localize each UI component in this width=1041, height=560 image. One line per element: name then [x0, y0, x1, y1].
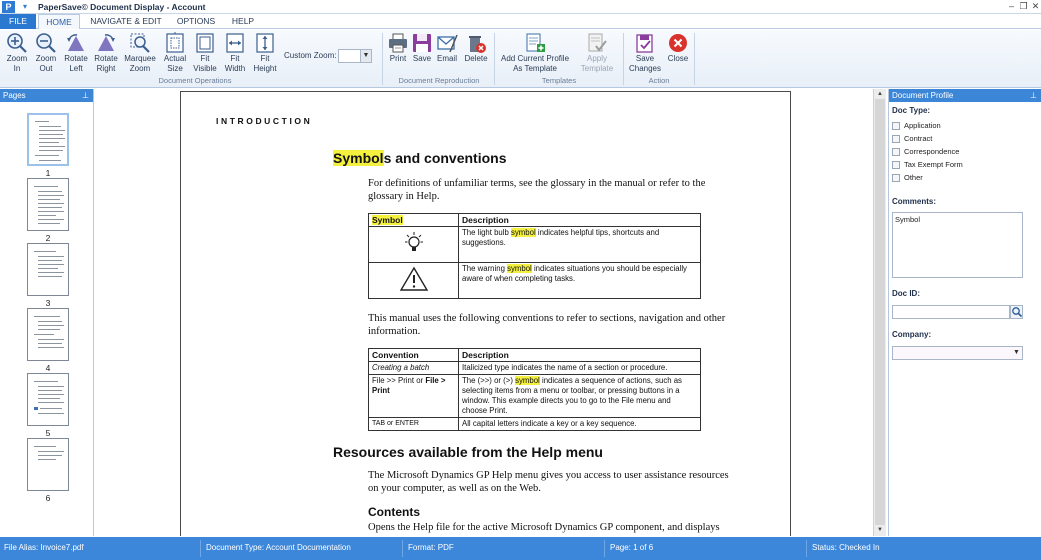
zoom-out-button[interactable]: [33, 31, 59, 77]
light-bulb-icon: [401, 249, 427, 258]
actual-size-icon: [164, 32, 186, 54]
email-icon: [436, 32, 458, 54]
page-number-3: 3: [45, 298, 51, 308]
rotate-left-label-2: Left: [69, 64, 83, 73]
page-number-6: 6: [45, 493, 51, 503]
table-row: [369, 418, 701, 431]
fit-visible-label-1: Fit: [200, 54, 210, 63]
save-changes-button[interactable]: [627, 31, 663, 77]
fit-visible-icon: [194, 32, 216, 54]
tab-help[interactable]: HELP: [231, 16, 255, 26]
page-thumbnail-1[interactable]: [27, 113, 69, 166]
table-row: [369, 263, 701, 299]
doc-heading-resources: Resources available from the Help menu: [333, 444, 603, 460]
window-title: PaperSave© Document Display - Account: [38, 2, 206, 12]
doc-section-label: INTRODUCTION: [216, 116, 313, 126]
pin-icon[interactable]: ⊥: [1030, 91, 1037, 100]
doc-type-correspondence[interactable]: [892, 147, 959, 157]
close-circle-icon: [667, 32, 689, 54]
doc-paragraph: This manual uses the following conventions to refer to sections, navigation and other information.: [368, 313, 726, 337]
doc-paragraph: The Microsoft Dynamics GP Help menu gives you access to user assistance resources on your computer, as well as on the Web.: [368, 470, 729, 494]
table-cell: All capital letters indicate a key or a key sequence.: [459, 418, 701, 431]
table-row: [369, 362, 701, 375]
status-file-alias: File Alias: Invoice7.pdf: [4, 543, 84, 552]
checkbox[interactable]: [892, 122, 900, 130]
warning-triangle-icon: [399, 285, 429, 294]
doc-paragraph: Opens the Help file for the active Microsoft Dynamics GP component, and displays: [368, 522, 720, 533]
document-scrollbar[interactable]: [873, 89, 886, 536]
cell-text: File >> Print: [372, 376, 415, 385]
doc-heading-symbols: [333, 150, 507, 166]
status-bar: [0, 537, 1041, 560]
status-separator: [402, 540, 403, 557]
status-document-type: Document Type: Account Documentation: [206, 543, 351, 552]
page-number-1: 1: [45, 168, 51, 178]
custom-zoom-label: Custom Zoom:: [284, 51, 337, 60]
company-select[interactable]: [892, 346, 1023, 360]
rotate-left-button[interactable]: [62, 31, 90, 77]
quick-access-dropdown-icon[interactable]: ▾: [22, 2, 27, 11]
page-thumbnail-4[interactable]: [27, 308, 69, 361]
fit-height-label-2: Height: [253, 64, 277, 73]
search-highlight: symbol: [515, 376, 540, 385]
comments-label: Comments:: [892, 197, 937, 206]
status-separator: [806, 540, 807, 557]
doc-heading-contents: Contents: [368, 505, 420, 519]
table-cell: [369, 227, 459, 263]
status-page: Page: 1 of 6: [610, 543, 654, 552]
cell-text: The light bulb: [462, 228, 511, 237]
page-number-4: 4: [45, 363, 51, 373]
convention-table: [368, 348, 701, 431]
search-highlight: Symbol: [372, 215, 403, 225]
checkbox-label: Tax Exempt Form: [904, 160, 963, 169]
group-separator: [623, 33, 624, 85]
chevron-down-icon[interactable]: ▼: [1013, 349, 1020, 356]
search-highlight: symbol: [507, 264, 532, 273]
fit-width-label-2: Width: [224, 64, 246, 73]
ribbon-home: [0, 30, 1041, 88]
zoom-in-icon: [6, 32, 28, 54]
save-changes-icon: [634, 32, 656, 54]
search-icon[interactable]: [1010, 305, 1023, 319]
search-highlight: symbol: [510, 228, 536, 237]
floppy-disk-icon: [411, 32, 433, 54]
status-separator: [200, 540, 201, 557]
page-number-5: 5: [45, 428, 51, 438]
table-cell: [459, 375, 701, 418]
rotate-right-label-1: Rotate: [94, 54, 118, 63]
apply-template-button[interactable]: [576, 31, 618, 77]
zoom-out-label-2: Out: [39, 64, 53, 73]
actual-size-label-2: Size: [167, 64, 183, 73]
rotate-left-icon: [65, 32, 87, 54]
scrollbar-thumb[interactable]: [875, 99, 885, 525]
profile-pane-header: [889, 89, 1041, 102]
page-thumbnail-2[interactable]: [27, 178, 69, 231]
save-button[interactable]: [411, 31, 433, 77]
table-row: [369, 227, 701, 263]
rotate-right-label-2: Right: [96, 64, 116, 73]
fit-width-icon: [224, 32, 246, 54]
email-button[interactable]: [435, 31, 459, 77]
profile-pane-title: Document Profile: [892, 91, 954, 100]
checkbox[interactable]: [892, 161, 900, 169]
apply-template-label-2: Template: [580, 64, 614, 73]
rotate-right-button[interactable]: [92, 31, 120, 77]
scroll-down-icon[interactable]: ▼: [877, 527, 883, 533]
doc-id-input[interactable]: [892, 305, 1010, 319]
save-label: Save: [412, 54, 432, 63]
restore-icon[interactable]: ❐: [1019, 1, 1028, 11]
add-profile-template-label-2: As Template: [513, 64, 557, 73]
custom-zoom-select[interactable]: [338, 49, 372, 63]
fit-height-label-1: Fit: [260, 54, 270, 63]
fit-width-label-1: Fit: [230, 54, 240, 63]
page-thumbnail-5[interactable]: [27, 373, 69, 426]
close-label: Close: [667, 54, 689, 63]
status-format: Format: PDF: [408, 543, 454, 552]
app-logo-icon[interactable]: P: [2, 1, 15, 13]
cell-text: or: [414, 376, 426, 385]
zoom-in-label-1: Zoom: [6, 54, 28, 63]
pages-pane-header: [0, 89, 93, 102]
print-label: Print: [389, 54, 407, 63]
doc-type-application[interactable]: [892, 121, 941, 131]
zoom-out-icon: [35, 32, 57, 54]
checkbox-label: Other: [904, 173, 923, 182]
symbol-table: [368, 213, 701, 299]
table-cell: [459, 263, 701, 299]
checkbox[interactable]: [892, 148, 900, 156]
zoom-out-label-1: Zoom: [35, 54, 57, 63]
save-changes-label-2: Changes: [628, 64, 662, 73]
doc-type-contract[interactable]: [892, 134, 932, 144]
company-label: Company:: [892, 330, 932, 339]
doc-paragraph: For definitions of unfamiliar terms, see the glossary in the manual or refer to the glossary in Help.: [368, 178, 706, 202]
pages-pane: [0, 89, 94, 536]
search-highlight: Symbol: [333, 150, 384, 166]
save-changes-label-1: Save: [635, 54, 655, 63]
group-label-document-reproduction: Document Reproduction: [398, 76, 480, 85]
doc-heading-rest: s and conventions: [383, 150, 507, 166]
checkbox[interactable]: [892, 135, 900, 143]
checkbox-label: Contract: [904, 134, 933, 143]
checkbox[interactable]: [892, 174, 900, 182]
cell-text: The warning: [462, 264, 508, 273]
close-window-icon[interactable]: ✕: [1031, 1, 1040, 11]
status-checked-in: Status: Checked In: [812, 543, 880, 552]
table-cell: [459, 227, 701, 263]
rotate-left-label-1: Rotate: [64, 54, 88, 63]
page-thumbnail-3[interactable]: [27, 243, 69, 296]
table-header: Description: [459, 349, 701, 362]
add-profile-template-label-1: Add Current Profile: [500, 54, 570, 63]
cell-text: indicates situations you should be especially aware of when completing tasks.: [462, 264, 687, 283]
tab-file[interactable]: FILE: [0, 14, 36, 29]
table-cell: Creating a batch: [369, 362, 459, 375]
apply-template-icon: [586, 32, 608, 54]
marquee-zoom-icon: [129, 32, 151, 54]
document-page: [180, 91, 791, 536]
tab-navigate-edit[interactable]: NAVIGATE & EDIT: [90, 16, 162, 26]
table-cell: TAB or ENTER: [369, 418, 459, 431]
zoom-in-label-2: In: [13, 64, 21, 73]
cell-text: indicates helpful tips, shortcuts and suggestions.: [462, 228, 660, 247]
document-viewer[interactable]: [95, 89, 887, 536]
document-profile-pane: [888, 89, 1041, 536]
table-row: [369, 375, 701, 418]
table-cell: [369, 263, 459, 299]
comments-textarea[interactable]: Symbol: [892, 212, 1023, 278]
group-separator: [494, 33, 495, 85]
fit-visible-label-2: Visible: [193, 64, 217, 73]
table-cell: Italicized type indicates the name of a section or procedure.: [459, 362, 701, 375]
actual-size-label-1: Actual: [163, 54, 187, 63]
table-cell: [369, 375, 459, 418]
tab-home[interactable]: HOME: [38, 14, 80, 29]
delete-label: Delete: [464, 54, 488, 63]
table-header: Description: [459, 214, 701, 227]
checkbox-label: Application: [904, 121, 941, 130]
doc-id-label: Doc ID:: [892, 289, 920, 298]
zoom-in-button[interactable]: [4, 31, 30, 77]
doc-type-tax-exempt[interactable]: [892, 160, 963, 170]
pin-icon[interactable]: ⊥: [82, 91, 89, 100]
page-thumbnail-6[interactable]: [27, 438, 69, 491]
email-label: Email: [436, 54, 457, 63]
fit-height-button[interactable]: [251, 31, 279, 77]
cell-text: indicates a sequence of actions, such as selecting items from a menu or toolbar, or pressing buttons in a window. This example directs you to go to the File menu and choose Print.: [462, 376, 682, 415]
doc-type-other[interactable]: [892, 173, 923, 183]
actual-size-button[interactable]: [161, 31, 189, 77]
table-header: Convention: [369, 349, 459, 362]
page-number-2: 2: [45, 233, 51, 243]
apply-template-label-1: Apply: [586, 54, 607, 63]
print-button[interactable]: [386, 31, 410, 77]
status-separator: [604, 540, 605, 557]
minimize-icon[interactable]: –: [1008, 1, 1014, 11]
group-label-templates: Templates: [541, 76, 577, 85]
group-label-document-operations: Document Operations: [158, 76, 232, 85]
tab-options[interactable]: OPTIONS: [176, 16, 216, 26]
marquee-zoom-button[interactable]: [123, 31, 157, 77]
printer-icon: [387, 32, 409, 54]
group-label-action: Action: [648, 76, 670, 85]
delete-button[interactable]: [462, 31, 490, 77]
close-button[interactable]: [666, 31, 690, 77]
title-bar: [0, 0, 1041, 14]
doc-type-label: Doc Type:: [892, 106, 931, 115]
marquee-zoom-label-1: Marquee: [124, 54, 156, 63]
fit-visible-button[interactable]: [191, 31, 219, 77]
add-template-icon: [524, 32, 546, 54]
group-separator: [694, 33, 695, 85]
rotate-right-icon: [95, 32, 117, 54]
add-profile-template-button[interactable]: [498, 31, 572, 77]
trash-icon: [465, 32, 487, 54]
pages-pane-title: Pages: [3, 91, 26, 100]
cell-text: File > Print: [372, 376, 446, 395]
fit-height-icon: [254, 32, 276, 54]
checkbox-label: Correspondence: [904, 147, 960, 156]
ribbon-tab-bar: [0, 14, 1041, 29]
table-header: [369, 214, 459, 227]
group-separator: [382, 33, 383, 85]
marquee-zoom-label-2: Zoom: [129, 64, 151, 73]
chevron-down-icon[interactable]: ▼: [360, 50, 371, 62]
fit-width-button[interactable]: [221, 31, 249, 77]
scroll-up-icon[interactable]: ▲: [877, 91, 883, 97]
cell-text: The (>>) or (>): [462, 376, 516, 385]
